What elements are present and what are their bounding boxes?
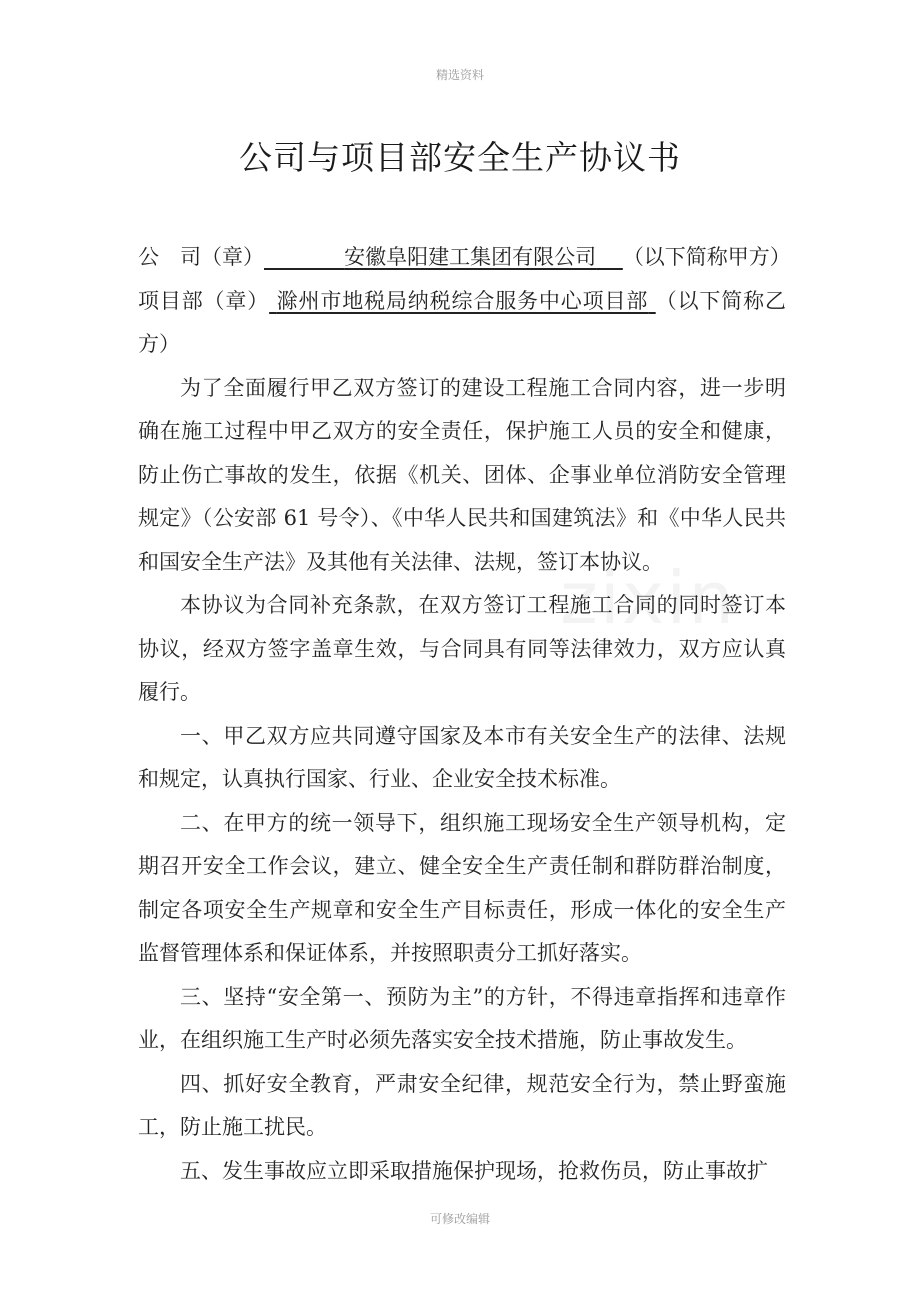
clause-5: 五、发生事故应立即采取措施保护现场，抢救伤员，防止事故扩 xyxy=(180,1158,768,1183)
paragraph-supplement: 本协议为合同补充条款，在双方签订工程施工合同的同时签订本协议，经双方签字盖章生效，与合同具有同等法律效力，双方应认真履行。 xyxy=(138,593,786,704)
party-b-suffix: （以下简称乙方） xyxy=(138,288,786,356)
party-b-label: 项目部（章） xyxy=(138,288,270,313)
footer-note: 可修改编辑 xyxy=(429,1212,490,1226)
party-a-pad-right xyxy=(596,245,623,269)
party-b-pad-right xyxy=(648,289,656,313)
party-b-name: 滁州市地税局纳税综合服务中心项目部 xyxy=(276,288,649,313)
paragraph-purpose: 为了全面履行甲乙双方签订的建设工程施工合同内容，进一步明确在施工过程中甲乙双方的安全责任，保护施工人员的安全和健康，防止伤亡事故的发生，依据《机关、团体、企事业单位消防安全管理规定》（公安部 61 号令）、《中华人民共和国建筑法》和《中华人民共和国安全生产法》及其他有关法律、法规，签订本协议。 xyxy=(138,375,786,574)
clause-3: 三、坚持“安全第一、预防为主”的方针，不得违章指挥和违章作业，在组织施工生产时必须先落实安全技术措施，防止事故发生。 xyxy=(138,984,786,1052)
document-body xyxy=(138,236,791,1193)
header-note: 精选资料 xyxy=(435,68,484,82)
party-b-line xyxy=(138,280,786,367)
clause-2: 二、在甲方的统一领导下，组织施工现场安全生产领导机构，定期召开安全工作会议，建立、健全安全生产责任制和群防群治制度，制定各项安全生产规章和安全生产目标责任，形成一体化的安全生产监督管理体系和保证体系，并按照职责分工抓好落实。 xyxy=(138,810,786,965)
party-b-pad-left xyxy=(269,289,277,313)
party-a-pad-left xyxy=(264,245,344,269)
document-title: 公司与项目部安全生产协议书 xyxy=(239,138,681,177)
clause-1: 一、甲乙双方应共同遵守国家及本市有关安全生产的法律、法规和规定，认真执行国家、行业、企业安全技术标准。 xyxy=(138,723,786,791)
party-a-line xyxy=(138,236,791,280)
party-a-name: 安徽阜阳建工集团有限公司 xyxy=(344,245,597,269)
clause-4: 四、抓好安全教育，严肃安全纪律，规范安全行为，禁止野蛮施工，防止施工扰民。 xyxy=(138,1071,786,1139)
party-a-suffix: （以下简称甲方） xyxy=(622,245,791,269)
party-a-label: 公 司（章） xyxy=(138,245,264,269)
party-b-name-field xyxy=(269,289,656,313)
watermark: zixin xyxy=(560,556,737,640)
party-a-name-field xyxy=(264,245,623,269)
